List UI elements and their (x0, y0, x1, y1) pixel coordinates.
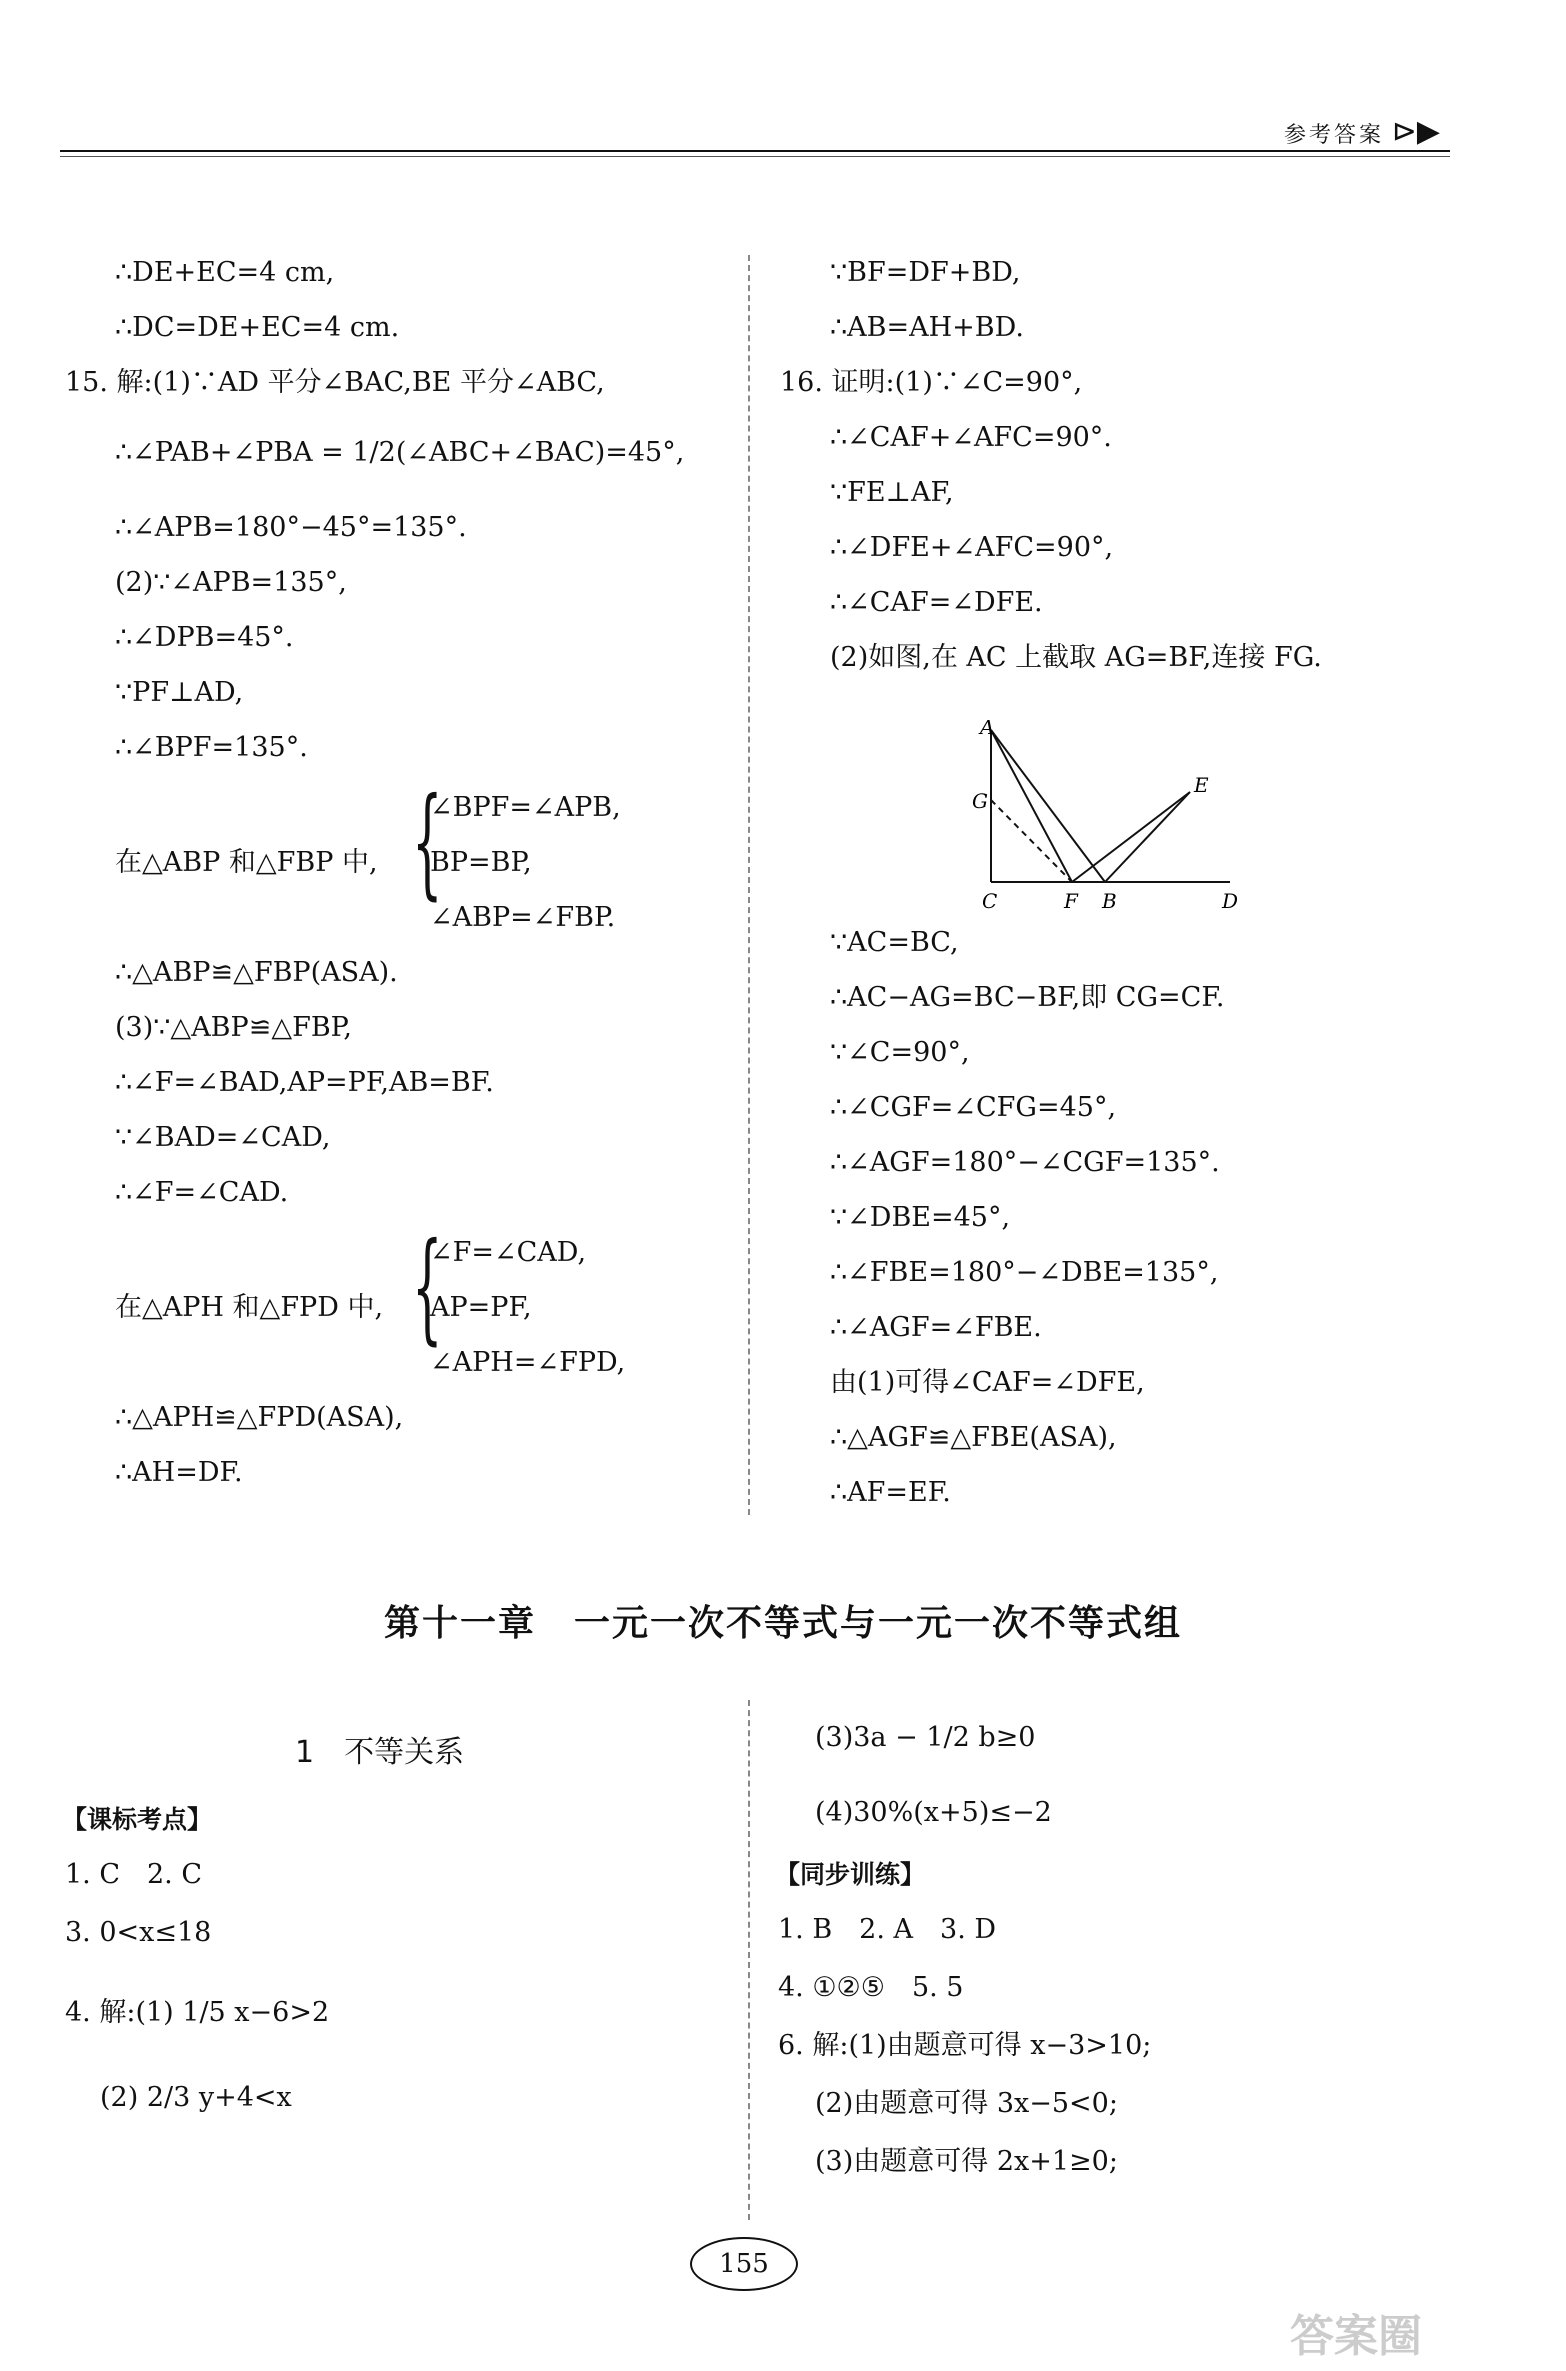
segment-AF (991, 730, 1072, 882)
header-rule (60, 150, 1450, 152)
left-system-2-intro: 在△APH 和△FPD 中, (115, 1292, 384, 1323)
label-E: E (1194, 773, 1209, 797)
geometry-figure (960, 720, 1250, 920)
right-line-8: (2)如图,在 AC 上截取 AG=BF,连接 FG. (830, 642, 1322, 673)
bottom-right-top-line-2: (4)30%(x+5)≤−2 (815, 1797, 1052, 1828)
right-line-7: ∴∠CAF=∠DFE. (830, 587, 1043, 618)
left-line-4: ∴∠PAB+∠PBA = 1/2(∠ABC+∠BAC)=45°, (115, 437, 685, 468)
right-line-14: ∵∠DBE=45°, (830, 1202, 1011, 1233)
left-brace-1: { (412, 773, 443, 912)
label-sync-training: 【同步训练】 (775, 1860, 926, 1889)
bottom-left-line-4: (2) 2/3 y+4<x (100, 2082, 292, 2113)
right-line-16: ∴∠AGF=∠FBE. (830, 1312, 1042, 1343)
label-curriculum-points: 【课标考点】 (62, 1805, 213, 1834)
right-line-19: ∴AF=EF. (830, 1477, 951, 1508)
chapter-title: 第十一章 一元一次不等式与一元一次不等式组 (383, 1603, 1182, 1644)
bottom-left-line-1: 1. C 2. C (65, 1859, 203, 1890)
left-line-5: ∴∠APB=180°−45°=135°. (115, 512, 467, 543)
right-line-17: 由(1)可得∠CAF=∠DFE, (830, 1367, 1145, 1398)
right-line-5: ∵FE⊥AF, (830, 477, 954, 508)
label-B: B (1102, 889, 1117, 913)
left-line-8: ∵PF⊥AD, (115, 677, 244, 708)
left-system-1-eq3: ∠ABP=∠FBP. (430, 902, 616, 933)
left-system-2-eq1: ∠F=∠CAD, (430, 1237, 587, 1268)
left-line-7: ∴∠DPB=45°. (115, 622, 294, 653)
right-line-10: ∴AC−AG=BC−BF,即 CG=CF. (830, 982, 1225, 1013)
left-system-1-intro: 在△ABP 和△FBP 中, (115, 847, 378, 878)
left-line-15: (3)∵△ABP≌△FBP, (115, 1012, 352, 1043)
left-line-2: ∴DC=DE+EC=4 cm. (115, 312, 400, 343)
watermark-logo: 答案圈 (1290, 2311, 1422, 2362)
bottom-right-top-line-1: (3)3a − 1/2 b≥0 (815, 1722, 1036, 1753)
header-label: 参考答案 (1278, 118, 1390, 149)
right-line-12: ∴∠CGF=∠CFG=45°, (830, 1092, 1117, 1123)
left-line-9: ∴∠BPF=135°. (115, 732, 308, 763)
left-line-17: ∵∠BAD=∠CAD, (115, 1122, 331, 1153)
left-system-2-eq3: ∠APH=∠FPD, (430, 1347, 626, 1378)
bottom-right-line-2: 4. ①②⑤ 5. 5 (778, 1972, 964, 2003)
left-line-16: ∴∠F=∠BAD,AP=PF,AB=BF. (115, 1067, 494, 1098)
left-line-24: ∴AH=DF. (115, 1457, 243, 1488)
left-brace-2: { (412, 1218, 443, 1357)
segment-BE (1105, 792, 1190, 882)
left-line-3: 15. 解:(1)∵AD 平分∠BAC,BE 平分∠ABC, (65, 367, 605, 398)
right-line-6: ∴∠DFE+∠AFC=90°, (830, 532, 1114, 563)
right-line-2: ∴AB=AH+BD. (830, 312, 1024, 343)
bottom-right-line-4: (2)由题意可得 3x−5<0; (815, 2088, 1118, 2119)
right-line-11: ∵∠C=90°, (830, 1037, 970, 1068)
right-line-15: ∴∠FBE=180°−∠DBE=135°, (830, 1257, 1219, 1288)
right-line-1: ∵BF=DF+BD, (830, 257, 1021, 288)
label-A: A (980, 720, 995, 739)
bottom-left-line-3: 4. 解:(1) 1/5 x−6>2 (65, 1997, 330, 2028)
left-system-2-eq2: AP=PF, (430, 1292, 532, 1323)
left-line-18: ∴∠F=∠CAD. (115, 1177, 289, 1208)
left-line-23: ∴△APH≌△FPD(ASA), (115, 1402, 404, 1433)
right-line-3: 16. 证明:(1)∵∠C=90°, (780, 367, 1083, 398)
bottom-right-line-3: 6. 解:(1)由题意可得 x−3>10; (778, 2030, 1152, 2061)
label-D: D (1222, 889, 1239, 913)
column-divider (748, 255, 750, 1515)
left-system-1-eq1: ∠BPF=∠APB, (430, 792, 621, 823)
label-F: F (1064, 889, 1078, 913)
header-arrow-icon: ⊳▶ (1391, 114, 1440, 149)
label-C: C (982, 889, 998, 913)
segment-AB (991, 730, 1105, 882)
section-title: 1 不等关系 (295, 1735, 465, 1770)
left-line-6: (2)∵∠APB=135°, (115, 567, 347, 598)
left-system-1-eq2: BP=BP, (430, 847, 532, 878)
right-line-4: ∴∠CAF+∠AFC=90°. (830, 422, 1112, 453)
bottom-right-line-5: (3)由题意可得 2x+1≥0; (815, 2146, 1118, 2177)
left-line-1: ∴DE+EC=4 cm, (115, 257, 335, 288)
bottom-left-line-2: 3. 0<x≤18 (65, 1917, 212, 1948)
right-line-13: ∴∠AGF=180°−∠CGF=135°. (830, 1147, 1220, 1178)
left-line-14: ∴△ABP≌△FBP(ASA). (115, 957, 398, 988)
header-rule-thin (60, 156, 1450, 157)
segment-FE (1072, 792, 1190, 882)
right-line-18: ∴△AGF≌△FBE(ASA), (830, 1422, 1117, 1453)
segment-GF-dashed (991, 800, 1072, 882)
right-line-9: ∵AC=BC, (830, 927, 959, 958)
page-header (60, 114, 1450, 160)
bottom-right-line-1: 1. B 2. A 3. D (778, 1914, 997, 1945)
page-number: 155 (690, 2237, 798, 2291)
column-divider-lower (748, 1700, 750, 2220)
label-G: G (972, 789, 988, 813)
